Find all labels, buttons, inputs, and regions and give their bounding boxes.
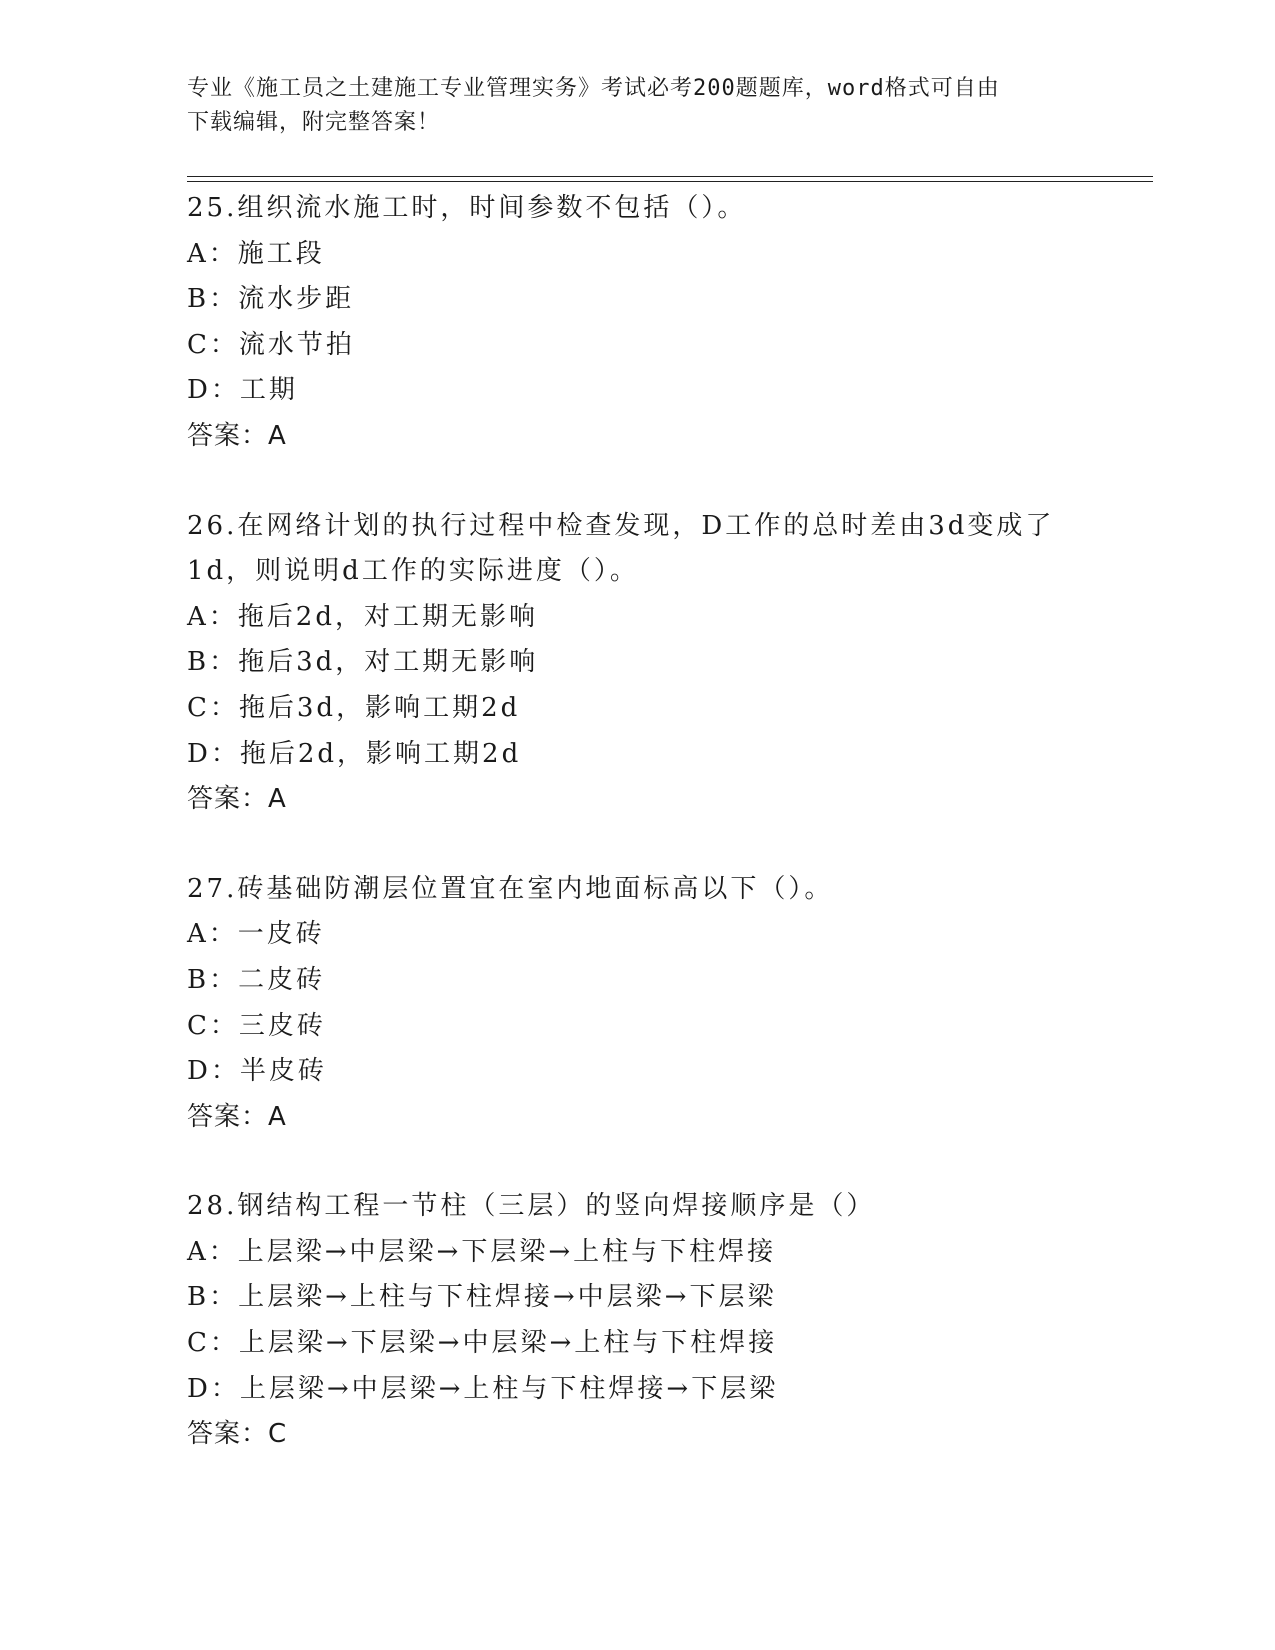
question-28 — [187, 1184, 1153, 1458]
question-25 — [187, 186, 1153, 460]
option-c: C：三皮砖 — [187, 1010, 326, 1041]
header-line-1: 专业《施工员之土建施工专业管理实务》考试必考200题题库，word格式可自由 — [187, 76, 1000, 101]
option-b: B：上层梁→上柱与下柱焊接→中层梁→下层梁 — [187, 1282, 777, 1313]
answer: 答案：A — [187, 784, 287, 815]
option-c: C：拖后3d，影响工期2d — [187, 692, 521, 723]
question-list — [187, 186, 1153, 1502]
option-d: D：拖后2d，影响工期2d — [187, 738, 522, 769]
answer: 答案：C — [187, 1419, 288, 1450]
header-line-2: 下载编辑，附完整答案！ — [187, 110, 441, 135]
header-divider-top — [187, 176, 1153, 177]
option-c: C：上层梁→下层梁→中层梁→上柱与下柱焊接 — [187, 1328, 778, 1359]
question-stem: 26.在网络计划的执行过程中检查发现，D工作的总时差由3d变成了 — [187, 510, 1055, 541]
document-header — [187, 72, 1067, 140]
option-b: B：流水步距 — [187, 284, 355, 315]
question-stem-continued: 1d，则说明d工作的实际进度（）。 — [187, 556, 639, 587]
question-26 — [187, 504, 1153, 823]
answer: 答案：A — [187, 420, 287, 451]
header-divider-bottom — [187, 181, 1153, 182]
option-d: D：工期 — [187, 375, 298, 406]
question-stem: 25.组织流水施工时，时间参数不包括（）。 — [187, 193, 747, 223]
option-c: C：流水节拍 — [187, 329, 355, 360]
option-a: A：一皮砖 — [187, 919, 325, 950]
option-a: A：施工段 — [187, 238, 325, 269]
answer: 答案：A — [187, 1101, 287, 1132]
option-b: B：二皮砖 — [187, 964, 326, 995]
option-b: B：拖后3d，对工期无影响 — [187, 647, 539, 678]
option-d: D：半皮砖 — [187, 1056, 327, 1087]
option-d: D：上层梁→中层梁→上柱与下柱焊接→下层梁 — [187, 1373, 779, 1404]
option-a: A：上层梁→中层梁→下层梁→上柱与下柱焊接 — [187, 1236, 777, 1267]
question-27 — [187, 867, 1153, 1141]
question-stem: 28.钢结构工程一节柱（三层）的竖向焊接顺序是（） — [187, 1191, 876, 1222]
question-stem: 27.砖基础防潮层位置宜在室内地面标高以下（）。 — [187, 873, 834, 904]
option-a: A：拖后2d，对工期无影响 — [187, 601, 538, 632]
